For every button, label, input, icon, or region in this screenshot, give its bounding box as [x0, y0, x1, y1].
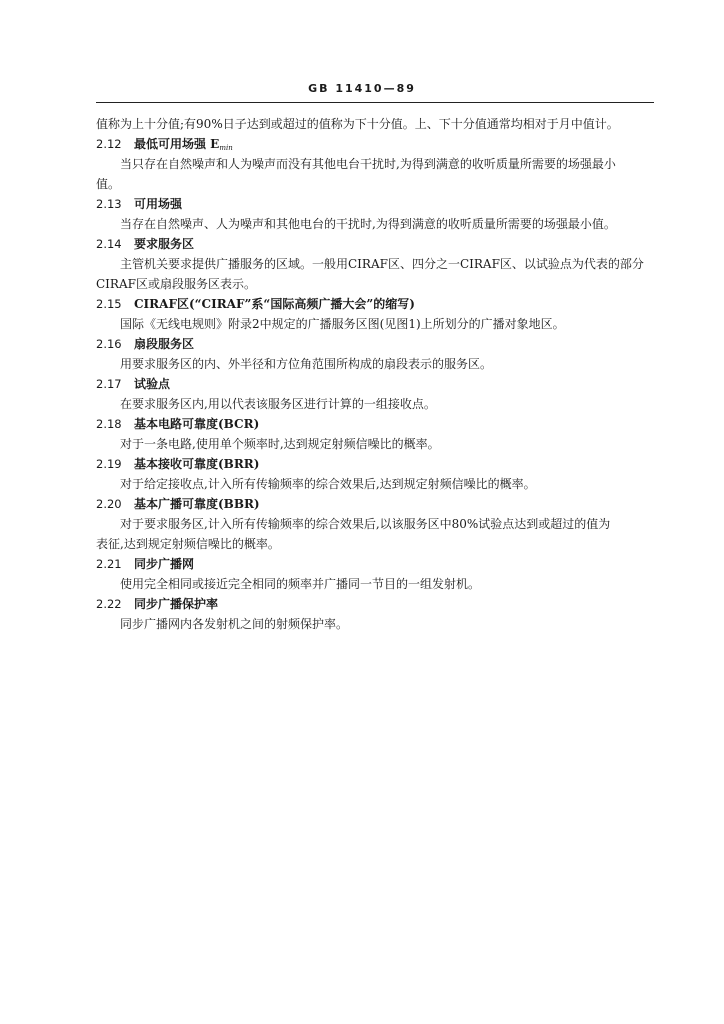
section-number: 2.22 [96, 597, 122, 611]
section-heading-2-15 [96, 294, 656, 314]
header-divider [96, 102, 654, 103]
section-definition-line: 使用完全相同或接近完全相同的频率并广播同一节目的一组发射机。 [120, 577, 481, 591]
section-number: 2.15 [96, 297, 122, 311]
section-number: 2.14 [96, 237, 122, 251]
section-term: 基本接收可靠度(BRR) [134, 457, 260, 471]
section-number: 2.12 [96, 137, 122, 151]
section-definition-line: 表征,达到规定射频信噪比的概率。 [96, 537, 280, 551]
section-heading-2-14 [96, 234, 656, 254]
section-term: 最低可用场强 E [134, 137, 220, 151]
section-number: 2.17 [96, 377, 122, 391]
section-number: 2.13 [96, 197, 122, 211]
section-heading-2-22 [96, 594, 656, 614]
section-definition-line: 主管机关要求提供广播服务的区域。一般用CIRAF区、四分之一CIRAF区、以试验点为代表的部分 [120, 257, 644, 271]
section-definition-line: 对于一条电路,使用单个频率时,达到规定射频信噪比的概率。 [120, 437, 440, 451]
term-subscript: min [219, 144, 233, 152]
section-number: 2.19 [96, 457, 122, 471]
section-definition-line: 国际《无线电规则》附录2中规定的广播服务区图(见图1)上所划分的广播对象地区。 [120, 317, 565, 331]
section-term: 扇段服务区 [134, 337, 195, 351]
section-term: 可用场强 [134, 197, 183, 211]
section-term: 要求服务区 [134, 237, 195, 251]
section-term: CIRAF区(“CIRAF”系“国际高频广播大会”的缩写) [134, 297, 415, 311]
section-term: 同步广播网 [134, 557, 195, 571]
section-number: 2.16 [96, 337, 122, 351]
section-definition-line: 在要求服务区内,用以代表该服务区进行计算的一组接收点。 [120, 397, 436, 411]
section-heading-2-16 [96, 334, 656, 354]
page-header-standard-code: GB 11410—89 [308, 82, 416, 95]
section-term: 基本广播可靠度(BBR) [134, 497, 260, 511]
section-number: 2.20 [96, 497, 122, 511]
section-heading-2-19 [96, 454, 656, 474]
section-heading-2-20 [96, 494, 656, 514]
section-term: 基本电路可靠度(BCR) [134, 417, 260, 431]
section-definition-line: 对于给定接收点,计入所有传输频率的综合效果后,达到规定射频信噪比的概率。 [120, 477, 536, 491]
section-definition-line: 同步广播网内各发射机之间的射频保护率。 [120, 617, 349, 631]
section-term: 同步广播保护率 [134, 597, 219, 611]
section-definition-line: 值。 [96, 177, 121, 191]
section-term: 试验点 [134, 377, 171, 391]
section-heading-2-18 [96, 414, 656, 434]
section-heading-2-17 [96, 374, 656, 394]
document-body [96, 114, 656, 634]
continuation-paragraph: 值称为上十分值;有90%日子达到或超过的值称为下十分值。上、下十分值通常均相对于月中值计。 [96, 117, 619, 131]
section-number: 2.21 [96, 557, 122, 571]
section-definition-line: 当只存在自然噪声和人为噪声而没有其他电台干扰时,为得到满意的收听质量所需要的场强最小 [120, 157, 616, 171]
section-definition-line: CIRAF区或扇段服务区表示。 [96, 277, 256, 291]
section-definition-line: 对于要求服务区,计入所有传输频率的综合效果后,以该服务区中80%试验点达到或超过的值为 [120, 517, 611, 531]
section-definition-line: 用要求服务区的内、外半径和方位角范围所构成的扇段表示的服务区。 [120, 357, 493, 371]
section-definition-line: 当存在自然噪声、人为噪声和其他电台的干扰时,为得到满意的收听质量所需要的场强最小值。 [120, 217, 616, 231]
section-heading-2-13 [96, 194, 656, 214]
section-heading-2-21 [96, 554, 656, 574]
section-number: 2.18 [96, 417, 122, 431]
section-heading-2-12 [96, 134, 656, 154]
